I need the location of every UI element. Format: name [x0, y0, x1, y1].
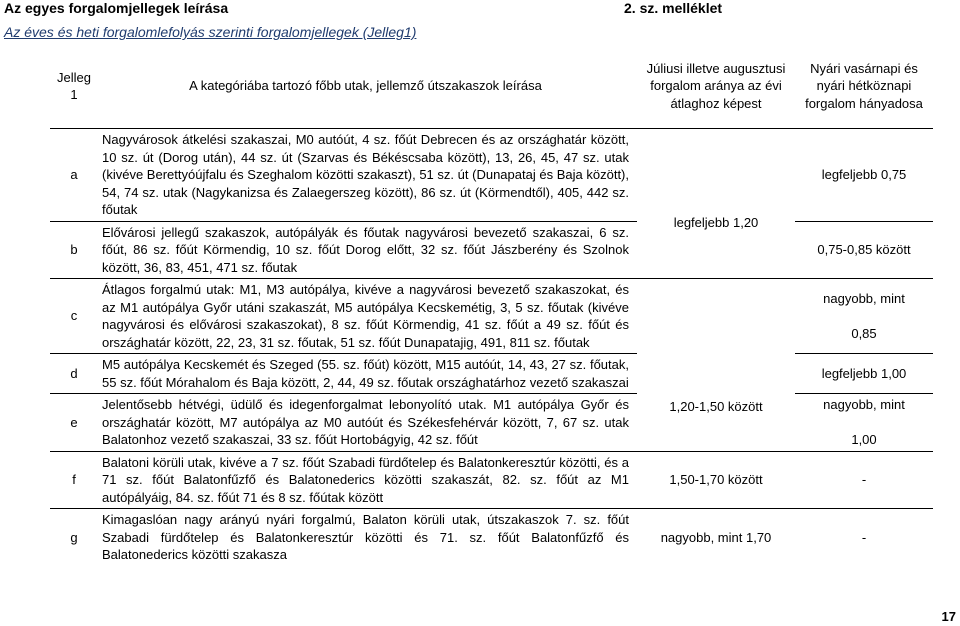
header-sunday-ratio: Nyári vasárnapi és nyári hétköznapi forgalom hányadosa	[805, 60, 923, 111]
category-d: d	[50, 354, 98, 394]
table-row-c	[50, 279, 933, 354]
header-description: A kategóriába tartozó főbb utak, jellemző útszakaszok leírása	[189, 78, 542, 94]
col4-e-value: 1,00	[851, 432, 877, 447]
col3-cde: 1,20-1,50 között	[637, 279, 795, 452]
category-e: e	[50, 394, 98, 452]
col4-e-text: nagyobb, mint	[823, 397, 905, 412]
col3-g: nagyobb, mint 1,70	[637, 509, 795, 566]
col4-f: -	[795, 451, 933, 509]
col4-b: 0,75-0,85 között	[795, 221, 933, 279]
table-row-g	[50, 509, 933, 566]
table-row-e	[50, 394, 933, 452]
description-c: Átlagos forgalmú utak: M1, M3 autópálya, kivéve a nagyvárosi bevezető szakaszokat, és az M1 autópálya Győr utáni szakaszát, M5 autópálya Kecskemétig, 3, 5 sz. főutak (kivéve nagyvárosi és elővárosi szakaszokat), 8 sz. főút Körmendig, 41 sz. főút a 49 sz. főút és országhatár között, 22, 23, 31 sz. főutak, 51 sz. főút Dunapatajig, 491, 811 sz. főutak	[98, 279, 637, 354]
document-title: Az egyes forgalomjellegek leírása	[4, 0, 229, 16]
col4-g: -	[795, 509, 933, 566]
traffic-character-table	[50, 44, 933, 566]
table-header-row	[50, 44, 933, 129]
description-b: Elővárosi jellegű szakaszok, autópályák és főutak nagyvárosi bevezető szakaszai, 6 sz. főút, 86 sz. főút Körmendig, 10 sz. főút Dorog előtt, 32 sz. főút Jászberény és Szolnok között, 36, 83, 451, 471 sz. főutak	[98, 221, 637, 279]
col4-c-text: nagyobb, mint	[823, 290, 905, 306]
category-c: c	[50, 279, 98, 354]
description-d: M5 autópálya Kecskemét és Szeged (55. sz. főút) között, M15 autóút, 14, 43, 27 sz. főutak, 55 sz. főút Mórahalom és Baja között, 2, 44, 49 sz. főutak országhatárhoz vezető szakaszai	[98, 354, 637, 394]
table-row-b	[50, 221, 933, 279]
annex-label: 2. sz. melléklet	[624, 0, 723, 16]
col4-c	[795, 279, 933, 354]
header-jelleg	[50, 44, 98, 129]
description-a: Nagyvárosok átkelési szakaszai, M0 autóút, 4 sz. főút Debrecen és az országhatár között, 10 sz. út (Dorog után), 44 sz. út (Szarvas és Békéscsaba között), 13, 26, 45, 47 sz. utak (kivéve Berettyóújfalu és Szeghalom közötti szakaszt), 51 sz. út (Dunapataj és Baja között), 54, 74 sz. utak (Nagykanizsa és Zalaegerszeg között), 86 sz. út (Körmendtől), 405, 442 sz. főutak	[98, 129, 637, 222]
col3-ab: legfeljebb 1,20	[637, 129, 795, 279]
section-subtitle: Az éves és heti forgalomlefolyás szerinti forgalomjellegek (Jelleg1)	[4, 24, 417, 40]
category-a: a	[50, 129, 98, 222]
description-f: Balatoni körüli utak, kivéve a 7 sz. főút Szabadi fürdőtelep és Balatonkeresztúr közötti, és a 71 sz. főút Balatonfűzfő és Balatonederics közötti szakaszát, 82. sz. főút az M1 autópályáig, 84. sz. főút 71 és 8 sz. főútak között	[98, 451, 637, 509]
col4-c-value: 0,85	[851, 325, 877, 341]
col3-f: 1,50-1,70 között	[637, 451, 795, 509]
description-g: Kimagaslóan nagy arányú nyári forgalmú, Balaton körüli utak, útszakaszok 7. sz. főút Szabadi fürdőtelep és Balatonkeresztúr közötti és 71. sz. főút Balatonfűzfő és Balatonederics közötti szakasza	[98, 509, 637, 566]
description-e: Jelentősebb hétvégi, üdülő és idegenforgalmat lebonyolító utak. M1 autópálya Győr és országhatár között, M7 autópálya az M0 autóút és Székesfehérvár között, 7, 67 sz. utak Balatonhoz vezető szakaszai, 33 sz. főút Hortobágyig, 42 sz. főút	[98, 394, 637, 452]
page-number: 17	[941, 609, 956, 624]
table-row-f	[50, 451, 933, 509]
category-f: f	[50, 451, 98, 509]
col4-d: legfeljebb 1,00	[795, 354, 933, 394]
category-b: b	[50, 221, 98, 279]
header-jelleg-number: 1	[70, 87, 78, 102]
header-jelleg-label: Jelleg	[57, 69, 91, 85]
header-summer-ratio: Júliusi illetve augusztusi forgalom aránya az évi átlaghoz képest	[646, 60, 786, 111]
table-row-d	[50, 354, 933, 394]
table-row-a	[50, 129, 933, 222]
col4-e	[795, 394, 933, 452]
col4-a: legfeljebb 0,75	[795, 129, 933, 222]
category-g: g	[50, 509, 98, 566]
